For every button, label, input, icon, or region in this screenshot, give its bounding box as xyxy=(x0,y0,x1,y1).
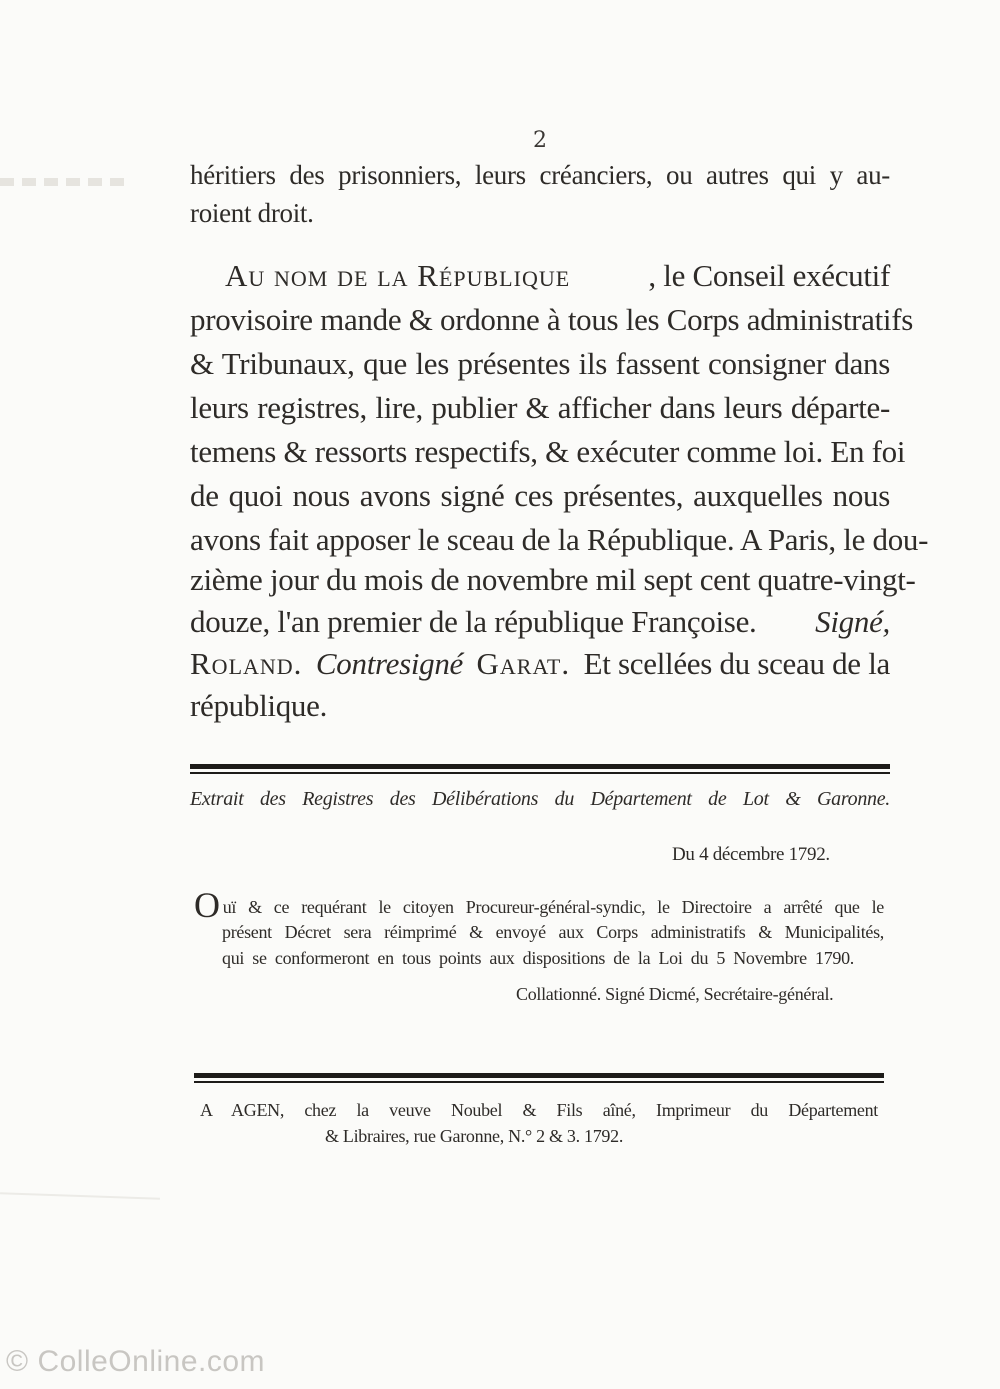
signer-name: Roland. xyxy=(190,646,303,681)
contresigne-label: Contresigné xyxy=(315,646,464,681)
separator-rule-bottom xyxy=(194,1073,884,1078)
extract-line-1 xyxy=(194,885,884,925)
proclamation-line-3: & Tribunaux, que les présentes ils fassent consigner dans xyxy=(190,346,890,381)
imprint-line-2: & Libraires, rue Garonne, N.° 2 & 3. 1792. xyxy=(325,1126,624,1146)
watermark-text: © ColleOnline.com xyxy=(6,1345,266,1378)
proclamation-last-line: république. xyxy=(190,688,328,723)
proclamation-line-10 xyxy=(190,646,890,682)
proclamation-line-5: temens & ressorts respectifs, & exécuter comme loi. En foi xyxy=(190,434,906,469)
separator-rule-top xyxy=(190,764,890,769)
extract-line-1-text: uï & ce requérant le citoyen Procureur-général-syndic, le Directoire a arrêté que le xyxy=(222,897,884,917)
extract-heading: Extrait des Registres des Délibérations du Département de Lot & Garonne. xyxy=(190,788,890,810)
proclamation-line-1-text: , le Conseil exécutif xyxy=(648,258,890,293)
proclamation-line-6: de quoi nous avons signé ces présentes, auxquelles nous xyxy=(190,478,890,513)
proclamation-line-1 xyxy=(225,258,890,294)
signe-label: Signé, xyxy=(815,604,890,639)
paper-stain xyxy=(0,178,130,186)
continuation-line-2: roient droit. xyxy=(190,198,314,228)
seal-text: Et scellées du sceau de la xyxy=(583,646,890,681)
page-number: 2 xyxy=(533,128,547,153)
proclamation-line-7: avons fait apposer le sceau de la République. A Paris, le dou- xyxy=(190,522,929,557)
republic-heading: Au nom de la République xyxy=(225,258,571,293)
proclamation-line-9 xyxy=(190,604,890,640)
continuation-line-1: héritiers des prisonniers, leurs créanciers, ou autres qui y au- xyxy=(190,160,890,190)
drop-letter: O xyxy=(194,885,220,925)
imprint-line-1: A AGEN, chez la veuve Noubel & Fils aîné, Imprimeur du Département xyxy=(200,1100,878,1120)
separator-rule-bottom-thin xyxy=(194,1081,884,1083)
proclamation-line-2: provisoire mande & ordonne à tous les Corps administratifs xyxy=(190,302,914,337)
proclamation-line-9-text: douze, l'an premier de la république Françoise. xyxy=(190,604,757,639)
extract-line-3: qui se conformeront en tous points aux dispositions de la Loi du 5 Novembre 1790. xyxy=(222,948,854,968)
extract-line-2: présent Décret sera réimprimé & envoyé aux Corps administratifs & Municipalités, xyxy=(222,922,884,942)
collation-line: Collationné. Signé Dicmé, Secrétaire-général. xyxy=(516,984,834,1004)
proclamation-line-8: zième jour du mois de novembre mil sept cent quatre-vingt- xyxy=(190,562,916,597)
countersigner-name: Garat. xyxy=(476,646,571,681)
paper-crease xyxy=(0,1192,160,1200)
proclamation-line-4: leurs registres, lire, publier & afficher dans leurs départe- xyxy=(190,390,890,425)
extract-date: Du 4 décembre 1792. xyxy=(672,844,830,865)
separator-rule-top-thin xyxy=(190,772,890,774)
